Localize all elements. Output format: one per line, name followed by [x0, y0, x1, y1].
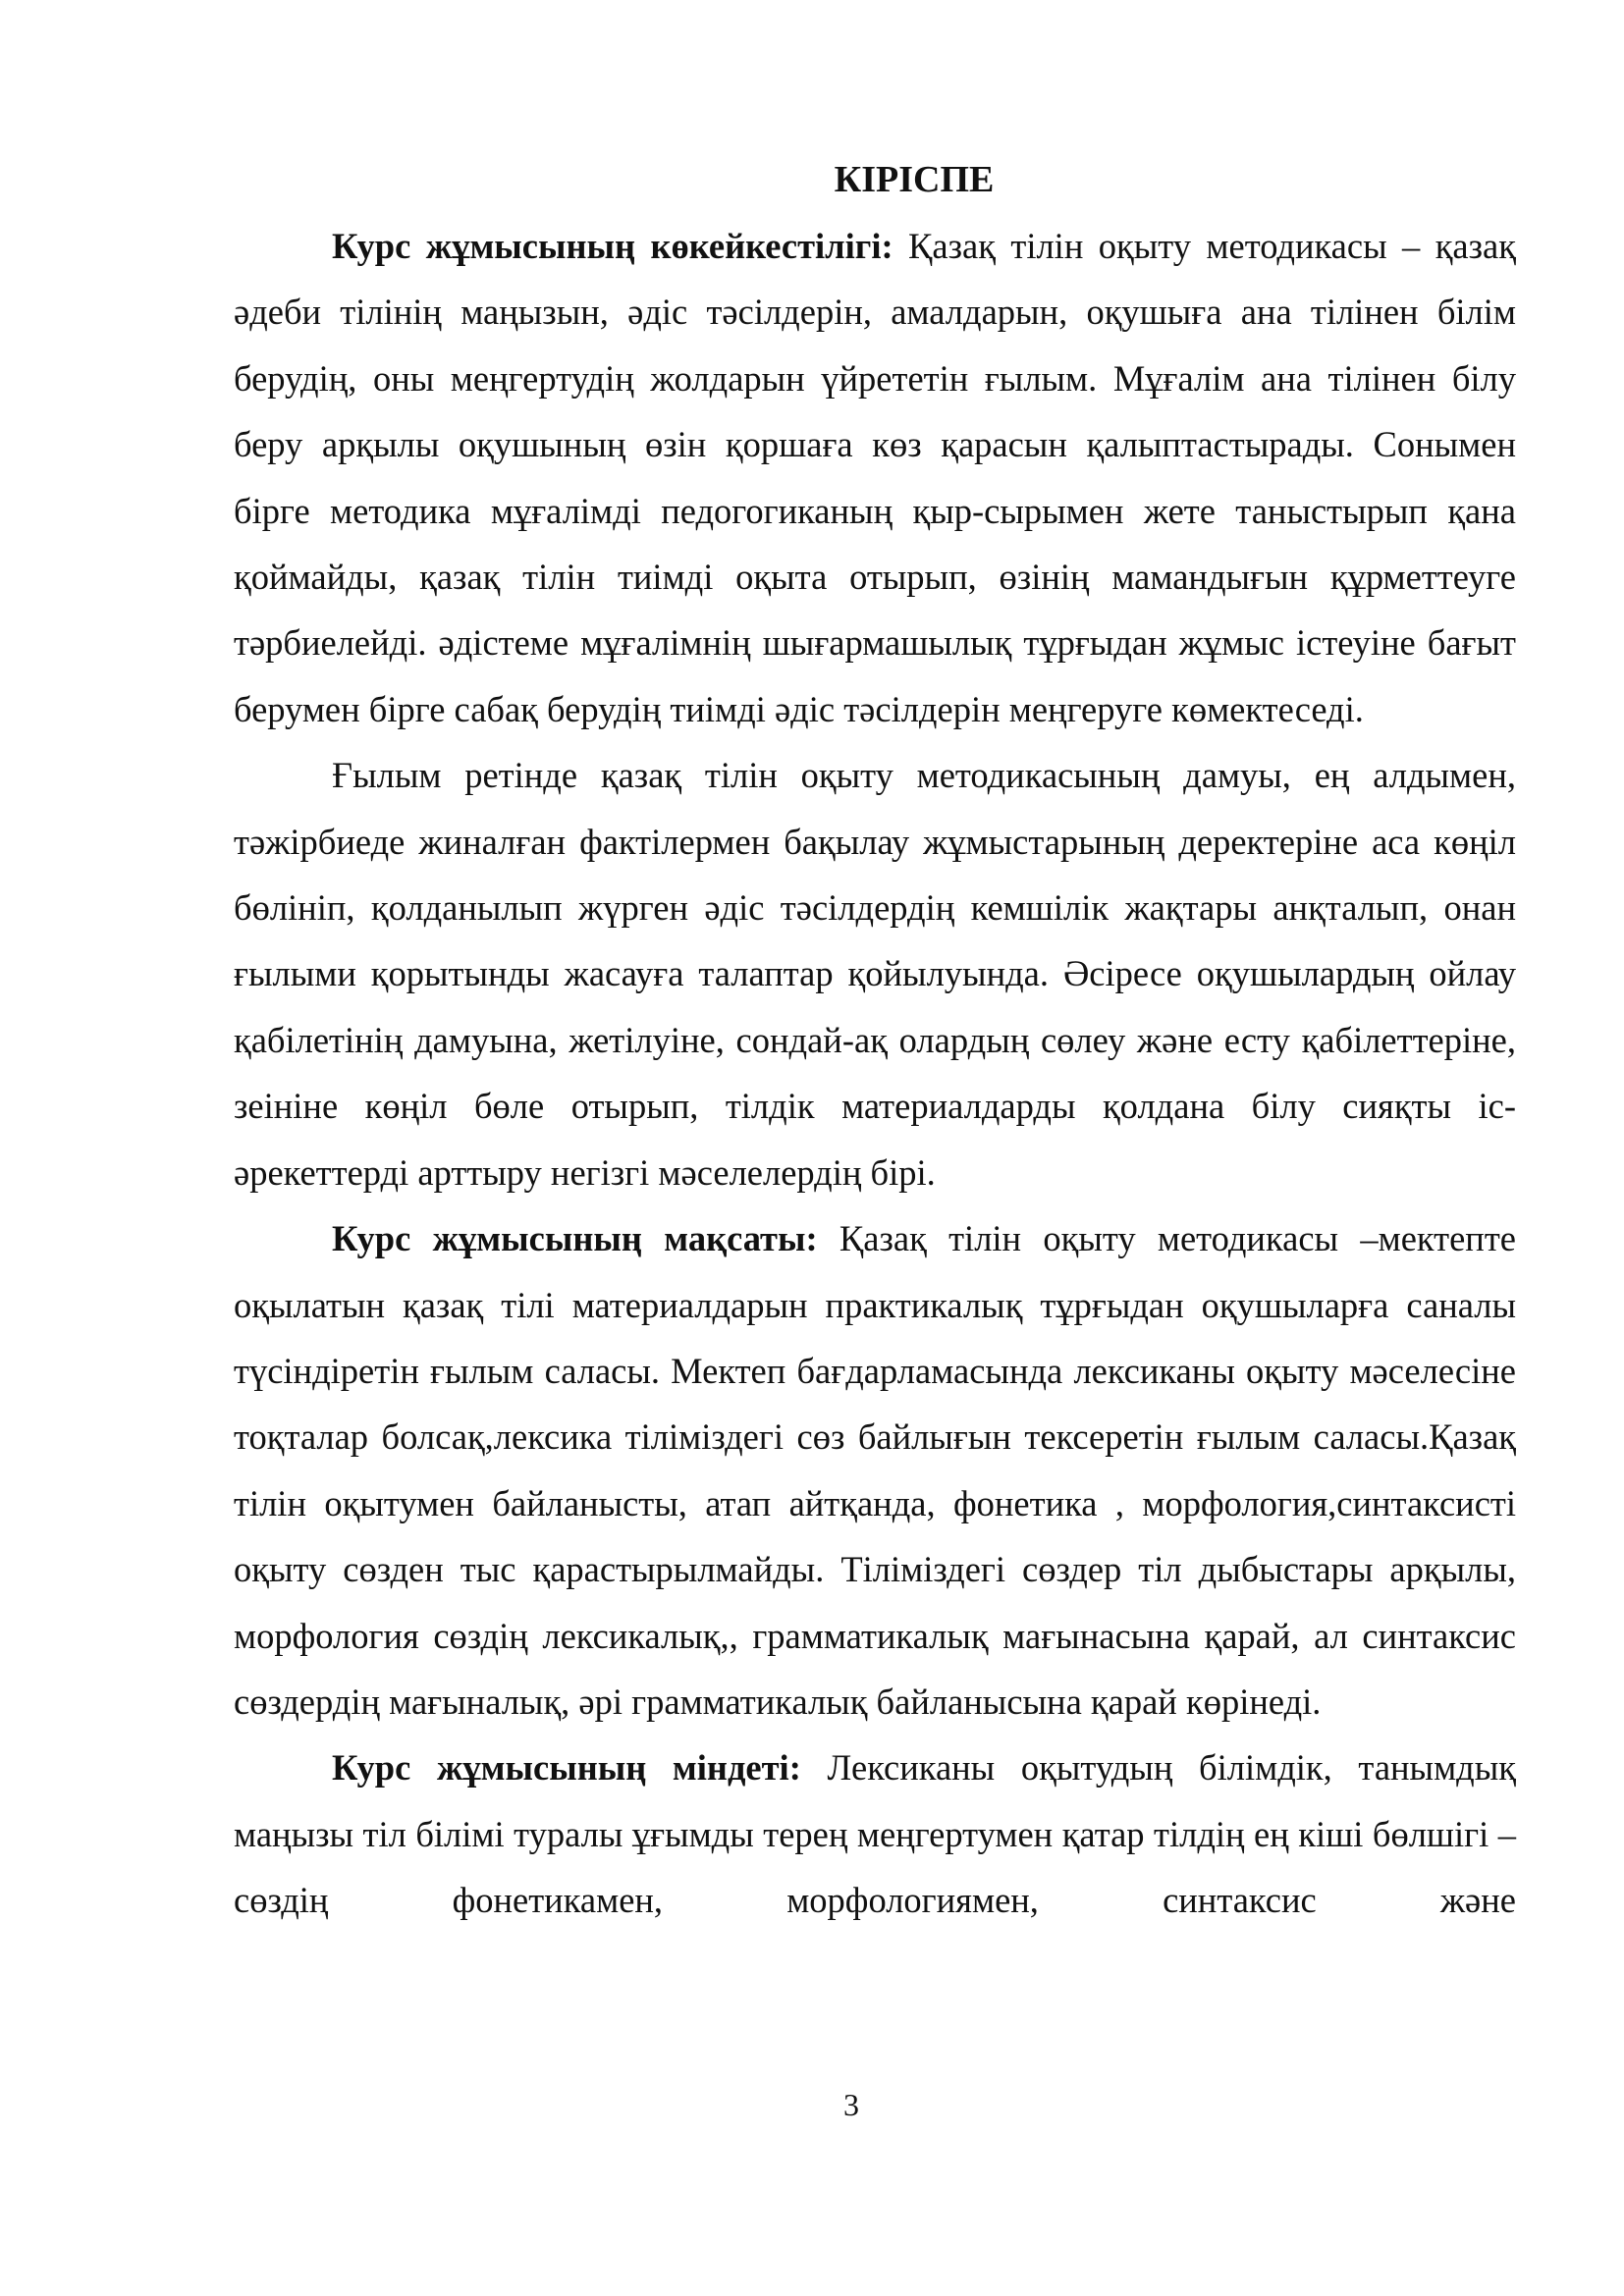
- paragraph-text: Қазақ тілін оқыту методикасы – қазақ әдеби тілінің маңызын, әдіс тәсілдерін, амалдарын, оқушыға ана тілінен білім берудің, оны меңгертудің жолдарын үйрететін ғылым. Мұғалім ана тілінен білу беру арқылы оқушының өзін қоршаға көз қарасын қалыптастырады. Сонымен бірге методика мұғалімді педогогиканың қыр-сырымен жете таныстырып қана қоймайды, қазақ тілін тиімді оқыта отырып, өзінің мамандығын құрметтеуге тәрбиелейді. әдістеме мұғалімнің шығармашылық тұрғыдан жұмыс істеуіне бағыт берумен бірге сабақ берудің тиімді әдіс тәсілдерін меңгеруге көмектеседі.: [234, 226, 1516, 729]
- paragraph-lead: Курс жұмысының көкейкестілігі:: [332, 226, 893, 266]
- paragraph-task: [234, 1735, 1516, 1933]
- document-page: [234, 147, 1516, 1934]
- page-number: 3: [843, 2087, 859, 2122]
- section-title: КІРІСПЕ: [834, 159, 995, 200]
- paragraph-lead: Курс жұмысының міндеті:: [332, 1747, 801, 1789]
- paragraph-goal: [234, 1205, 1516, 1735]
- paragraph-text: Ғылым ретінде қазақ тілін оқыту методикасының дамуы, ең алдымен, тәжірбиеде жиналған фактілермен бақылау жұмыстарының деректеріне аса көңіл бөлініп, қолданылып жүрген әдіс тәсілдердің кемшілік жақтары анқталып, онан ғылыми қорытынды жасауға талаптар қойылуында. Әсіресе оқушылардың ойлау қабілетінің дамуына, жетілуіне, сондай-ақ олардың сөлеу және есту қабілеттеріне, зеініне көңіл бөле отырып, тілдік материалдарды қолдана білу сияқты іс-әрекеттерді арттыру негізгі мәселелердің бірі.: [234, 755, 1516, 1193]
- paragraph-science: [234, 742, 1516, 1205]
- paragraph-relevance: [234, 213, 1516, 742]
- paragraph-text: Лексиканы оқытудың білімдік, танымдық маңызы тіл білімі туралы ұғымды терең меңгертумен қатар тілдің ең кіші бөлшігі – сөздің фонетикамен, морфологиямен, синтаксис және: [234, 1747, 1517, 1921]
- paragraph-lead: Курс жұмысының мақсаты:: [332, 1218, 818, 1259]
- paragraph-text: Қазақ тілін оқыту методикасы –мектепте оқылатын қазақ тілі материалдарын практикалық тұрғыдан оқушыларға саналы түсіндіретін ғылым саласы. Мектеп бағдарламасында лексиканы оқыту мәселесіне тоқталар болсақ,лексика тіліміздегі сөз байлығын тексеретін ғылым саласы.Қазақ тілін оқытумен байланысты, атап айтқанда, фонетика , морфология,синтаксисті оқыту сөзден тыс қарастырылмайды. Тіліміздегі сөздер тіл дыбыстары арқылы, морфология сөздің лексикалық,, грамматикалық мағынасына қарай, ал синтаксис сөздердің мағыналық, әрі грамматикалық байланысына қарай көрінеді.: [234, 1218, 1516, 1722]
